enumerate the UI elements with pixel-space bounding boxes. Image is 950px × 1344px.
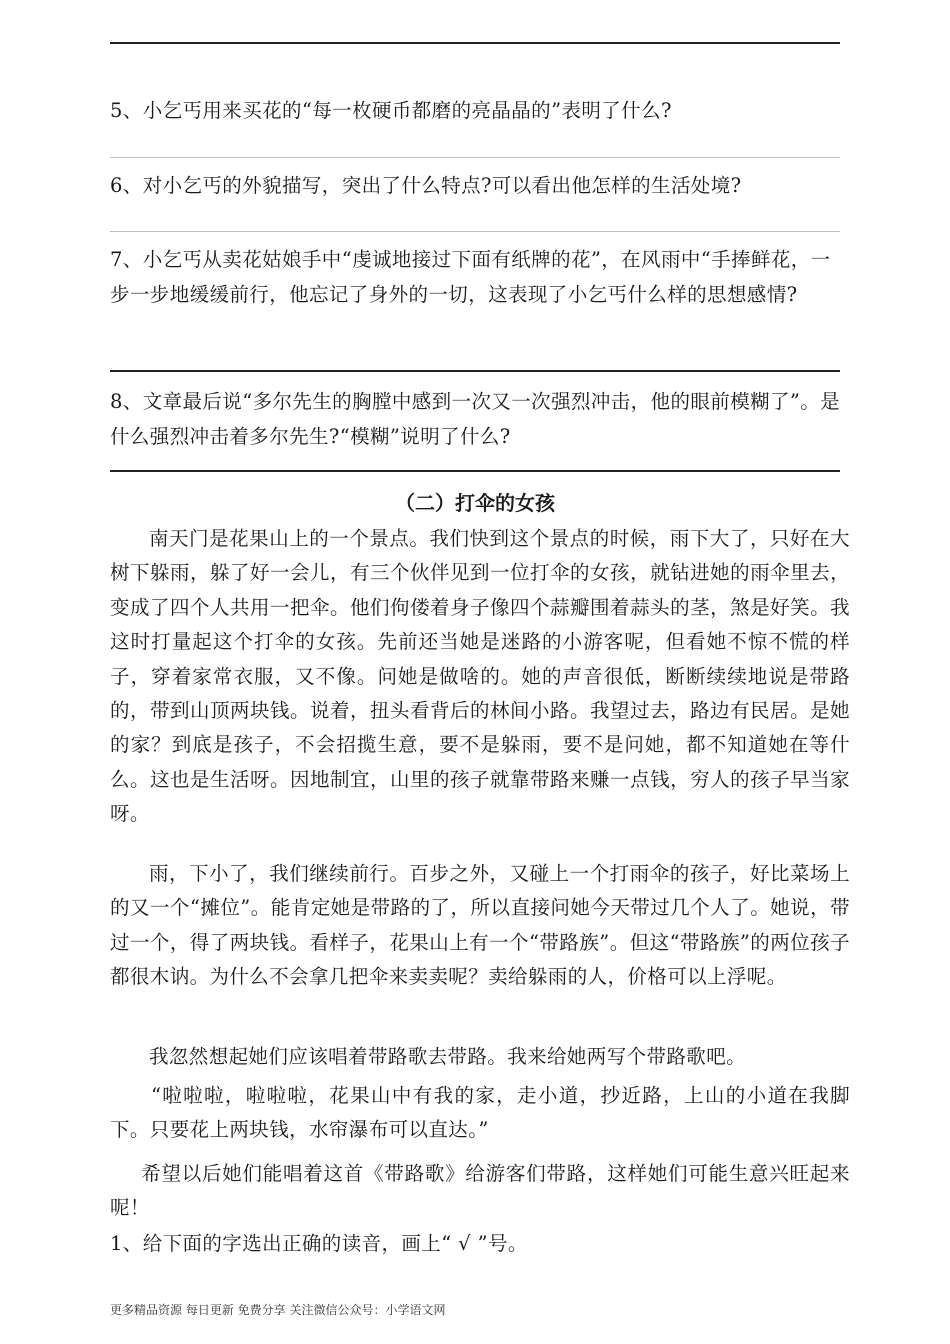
question-7: 7、小乞丐从卖花姑娘手中“虔诚地接过下面有纸牌的花”，在风雨中“手捧鲜花，一步一步地缓缓前行，他忘记了身外的一切，这表现了小乞丐什么样的思想感情?: [110, 248, 831, 306]
answer-line-q7: [110, 370, 840, 372]
article-paragraph-4: “啦啦啦，啦啦啦，花果山中有我的家，走小道，抄近路，上山的小道在我脚下。只要花上两块钱，水帘瀑布可以直达。”: [110, 1084, 850, 1142]
article-paragraph-3: 我忽然想起她们应该唱着带路歌去带路。我来给她两写个带路歌吧。: [149, 1045, 747, 1068]
answer-line-q5: [110, 157, 840, 158]
footer-text: 更多精品资源 每日更新 免费分享 关注微信公众号：小学语文网: [110, 1303, 446, 1317]
question-5: 5、小乞丐用来买花的“每一枚硬币都磨的亮晶晶的”表明了什么?: [110, 99, 672, 122]
article-paragraph-2: 雨，下小了，我们继续前行。百步之外，又碰上一个打雨伞的孩子，好比菜场上的又一个“摊位”。能肯定她是带路的了，所以直接问她今天带过几个人了。她说，带过一个，得了两块钱。看样子，花果山上有一个“带路族”。但这“带路族”的两位孩子都很木讷。为什么不会拿几把伞来卖卖呢？卖给躲雨的人，价格可以上浮呢。: [110, 862, 850, 989]
article-title: （二）打伞的女孩: [395, 491, 555, 515]
answer-line-top: [110, 42, 840, 44]
answer-line-q8: [110, 470, 840, 472]
article-paragraph-1: 南天门是花果山上的一个景点。我们快到这个景点的时候，雨下大了，只好在大树下躲雨，躲了好一会儿，有三个伙伴见到一位打伞的女孩，就钻进她的雨伞里去，变成了四个人共用一把伞。他们佝偻着身子像四个蒜瓣围着蒜头的茎，煞是好笑。我这时打量起这个打伞的女孩。先前还当她是迷路的小游客呢，但看她不惊不慌的样子，穿着家常衣服，又不像。问她是做啥的。她的声音很低，断断续续地说是带路的，带到山顶两块钱。说着，扭头看背后的林间小路。我望过去，路边有民居。是她的家？到底是孩子，不会招揽生意，要不是躲雨，要不是问她，都不知道她在等什么。这也是生活呀。因地制宜，山里的孩子就靠带路来赚一点钱，穷人的孩子早当家呀。: [110, 527, 850, 826]
article-paragraph-5: 希望以后她们能唱着这首《带路歌》给游客们带路，这样她们可能生意兴旺起来呢！: [110, 1162, 850, 1220]
answer-line-q6: [110, 231, 840, 232]
question-6: 6、对小乞丐的外貌描写，突出了什么特点?可以看出他怎样的生活处境?: [110, 174, 742, 197]
question-8: 8、文章最后说“多尔先生的胸膛中感到一次又一次强烈冲击，他的眼前模糊了”。是什么强烈冲击着多尔先生?“模糊”说明了什么?: [110, 390, 841, 448]
question-1: 1、给下面的字选出正确的读音，画上“ √ ”号。: [110, 1232, 528, 1255]
